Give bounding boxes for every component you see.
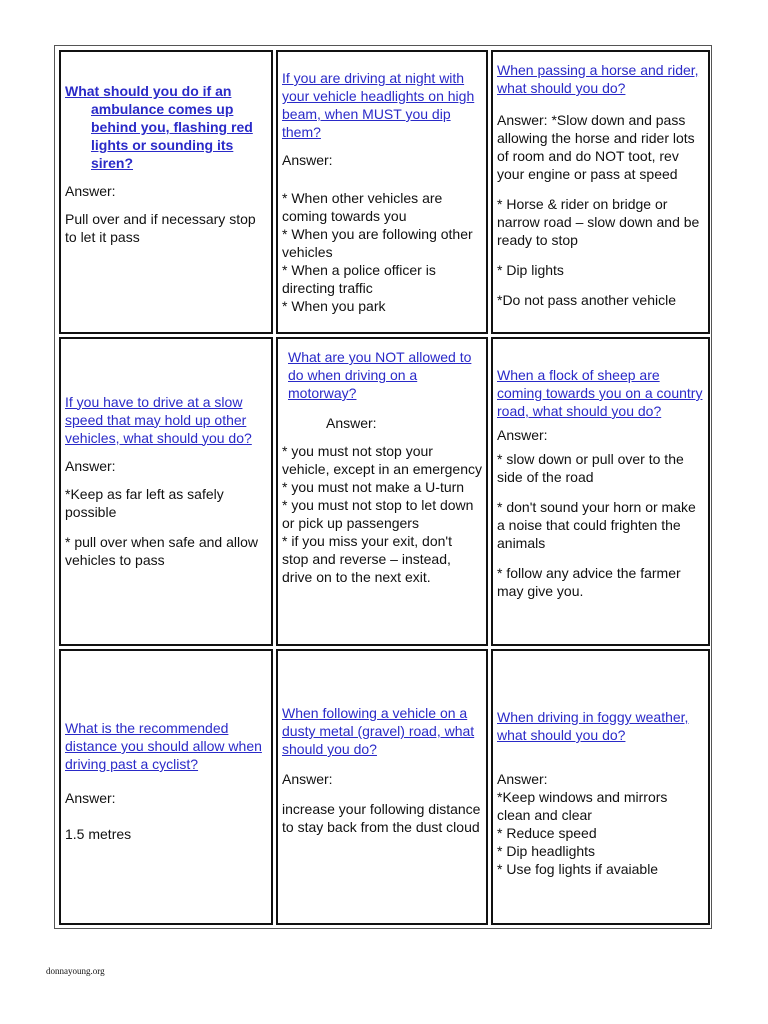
answer-text: *Keep as far left as safely possible [65,485,224,520]
answer-text: * Dip lights [497,262,564,278]
answer-line: * Reduce speed [497,825,597,841]
answer-text: * don't sound your horn or make a noise that could frighten the animals [497,499,696,551]
flashcard-horse-rider [491,50,710,334]
flashcard-cyclist [59,649,273,925]
answer-line: * When other vehicles are coming towards you [282,190,443,224]
answer-label: Answer: [497,427,548,443]
card-question: When driving in foggy weather, what should you do? [497,709,689,743]
answer-line: * When a police officer is directing traffic [282,262,436,296]
answer-text: * Horse & rider on bridge or narrow road – slow down and be ready to stop [497,196,700,248]
card-question: If you are driving at night with your vehicle headlights on high beam, when MUST you dip them? [282,70,475,140]
answer-text: * slow down or pull over to the side of the road [497,451,684,485]
flashcard-ambulance [59,50,273,334]
card-question: What should you do if an ambulance comes up behind you, flashing red lights or sounding its siren? [65,83,253,171]
answer-text: * follow any advice the farmer may give you. [497,565,681,599]
flashcard-gravel-road [276,649,488,925]
answer-line: * Use fog lights if avaiable [497,861,659,877]
answer-line: * you must not make a U-turn [282,479,465,495]
answer-line: *Keep windows and mirrors clean and clear [497,789,668,823]
flashcard-headlights [276,50,488,334]
answer-text: Answer: *Slow down and pass allowing the horse and rider lots of room and do NOT toot, rev your engine or pass at speed [497,112,695,182]
card-question: When passing a horse and rider, what should you do? [497,62,699,96]
answer-label: Answer: [326,415,377,431]
card-question: When following a vehicle on a dusty metal (gravel) road, what should you do? [282,705,475,757]
answer-text: increase your following distance to stay back from the dust cloud [282,801,481,835]
answer-line: * you must not stop to let down or pick up passengers [282,497,474,531]
flashcard-sheep [491,337,710,646]
answer-line: * you must not stop your vehicle, except in an emergency [282,443,482,477]
answer-label: Answer: [65,457,116,474]
card-question: When a flock of sheep are coming towards you on a country road, what should you do? [497,367,703,419]
answer-label: Answer: [65,183,116,199]
card-question: If you have to drive at a slow speed that may hold up other vehicles, what should you do? [65,393,252,446]
answer-text: Pull over and if necessary stop to let it pass [65,211,256,245]
answer-line: * if you miss your exit, don't stop and reverse – instead, drive on to the next exit. [282,533,452,585]
answer-text: *Do not pass another vehicle [497,292,676,308]
answer-line: * When you park [282,298,386,314]
card-question: What is the recommended distance you should allow when driving past a cyclist? [65,720,262,772]
answer-label: Answer: [282,771,333,787]
answer-text: * pull over when safe and allow vehicles to pass [65,533,259,568]
answer-text: 1.5 metres [65,826,132,842]
answer-line: * When you are following other vehicles [282,226,473,260]
footer-source: donnayoung.org [46,966,105,976]
answer-label: Answer: [282,152,333,168]
card-question: What are you NOT allowed to do when driving on a motorway? [288,349,472,401]
answer-label: Answer: [65,790,116,806]
flashcard-motorway [276,337,488,646]
flashcard-slow-speed [59,337,273,646]
answer-line: * Dip headlights [497,843,596,859]
flashcard-fog [491,649,710,925]
answer-label: Answer: [497,771,548,787]
